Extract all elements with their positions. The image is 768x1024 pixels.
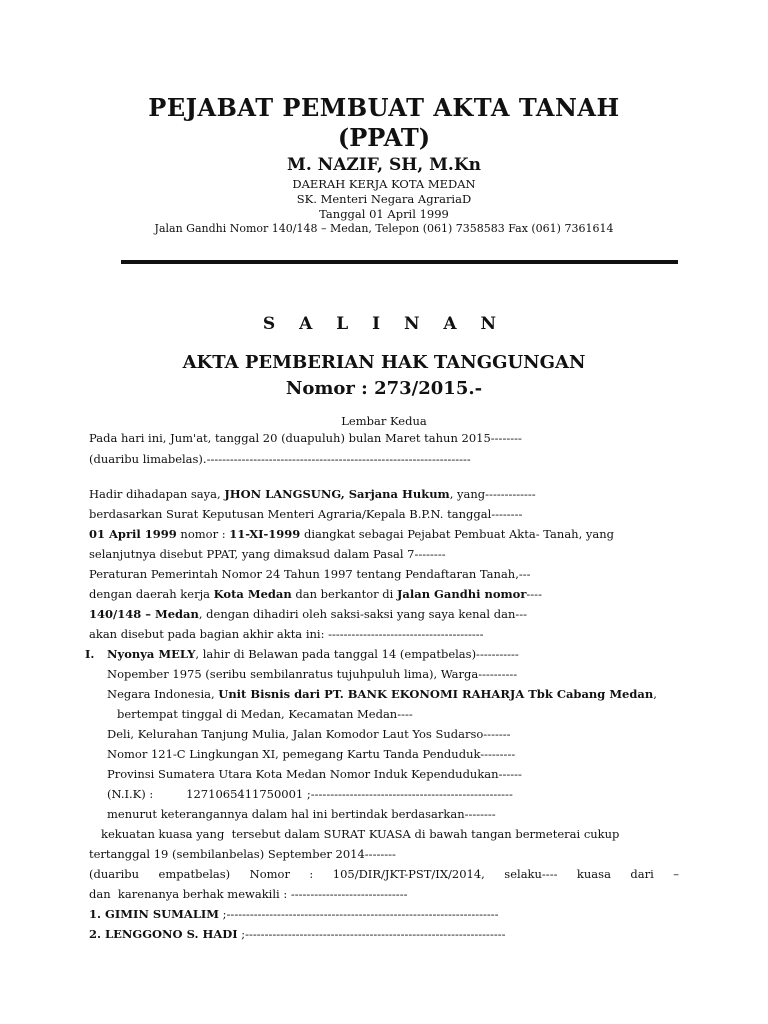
work-area: DAERAH KERJA KOTA MEDAN [292, 177, 476, 191]
body-line-7: Peraturan Pemerintah Nomor 24 Tahun 1997 tentang Pendaftaran Tanah,--- [89, 567, 531, 581]
body-line-8: dengan daerah kerja Kota Medan dan berkantor di Jalan Gandhi nomor---- [89, 587, 542, 601]
body-line-22: (duaribu empatbelas) Nomor : 105/DIR/JKT-PST/IX/2014, selaku---- kuasa dari – [89, 867, 679, 881]
body-line-19: menurut keterangannya dalam hal ini bertindak berdasarkan-------- [107, 807, 496, 821]
body-line-21: tertanggal 19 (sembilanbelas) September 2014-------- [89, 847, 396, 861]
body-line-23: dan karenanya berhak mewakili : ------------------------------ [89, 887, 408, 901]
decree: SK. Menteri Negara AgrariaD [296, 192, 472, 206]
body-line-10: akan disebut pada bagian akhir akta ini: ---------------------------------------- [89, 627, 484, 641]
office-title: PEJABAT PEMBUAT AKTA TANAH [148, 93, 620, 122]
deed-title: AKTA PEMBERIAN HAK TANGGUNGAN [182, 352, 586, 373]
body-line-12: Nopember 1975 (seribu sembilanratus tujuhpuluh lima), Warga---------- [107, 667, 518, 681]
deed-number: Nomor : 273/2015.- [285, 378, 483, 399]
principal-one: 1. GIMIN SUMALIM ;---------------------------------------------------------------------- [89, 907, 499, 921]
body-line-20: kekuatan kuasa yang tersebut dalam SURAT KUASA di bawah tangan bermeterai cukup [101, 827, 620, 841]
header-divider [121, 260, 678, 264]
body-line-4: berdasarkan Surat Keputusan Menteri Agraria/Kepala B.P.N. tanggal-------- [89, 507, 523, 521]
body-line-17: Provinsi Sumatera Utara Kota Medan Nomor Induk Kependudukan------ [107, 767, 522, 781]
office-address: Jalan Gandhi Nomor 140/148 – Medan, Telepon (061) 7358583 Fax (061) 7361614 [154, 222, 614, 235]
body-line-11: Nyonya MELY, lahir di Belawan pada tanggal 14 (empatbelas)----------- [107, 647, 519, 661]
body-line-15: Deli, Kelurahan Tanjung Mulia, Jalan Komodor Laut Yos Sudarso------- [107, 727, 511, 741]
body-line-6: selanjutnya disebut PPAT, yang dimaksud dalam Pasal 7-------- [89, 547, 446, 561]
body-line-16: Nomor 121-C Lingkungan XI, pemegang Kartu Tanda Penduduk--------- [107, 747, 516, 761]
office-abbreviation: (PPAT) [337, 123, 431, 152]
body-line-14: bertempat tinggal di Medan, Kecamatan Medan---- [117, 707, 413, 721]
party-one-number: I. [85, 647, 95, 661]
body-line-13: Negara Indonesia, Unit Bisnis dari PT. BANK EKONOMI RAHARJA Tbk Cabang Medan, [107, 687, 657, 701]
body-line-18: (N.I.K) : 1271065411750001 ;---------------------------------------------------- [107, 787, 513, 801]
sheet-label: Lembar Kedua [341, 414, 427, 428]
principal-two: 2. LENGGONO S. HADI ;------------------------------------------------------------------- [89, 927, 506, 941]
notary-name: M. NAZIF, SH, M.Kn [287, 155, 481, 175]
body-line-1: Pada hari ini, Jum'at, tanggal 20 (duapuluh) bulan Maret tahun 2015-------- [89, 431, 522, 445]
ppat-name: JHON LANGSUNG, Sarjana Hukum [224, 487, 450, 501]
decree-date: Tanggal 01 April 1999 [319, 207, 449, 221]
party-one-name: Nyonya MELY [107, 647, 196, 661]
body-line-3: Hadir dihadapan saya, JHON LANGSUNG, Sarjana Hukum, yang------------- [89, 487, 536, 501]
body-line-9: 140/148 – Medan, dengan dihadiri oleh saksi-saksi yang saya kenal dan--- [89, 607, 528, 621]
body-line-5: 01 April 1999 nomor : 11-XI-1999 diangkat sebagai Pejabat Pembuat Akta- Tanah, yang [89, 527, 615, 541]
body-line-2: (duaribu limabelas).-------------------------------------------------------------------- [89, 452, 471, 466]
copy-label: S A L I N A N [262, 314, 506, 334]
